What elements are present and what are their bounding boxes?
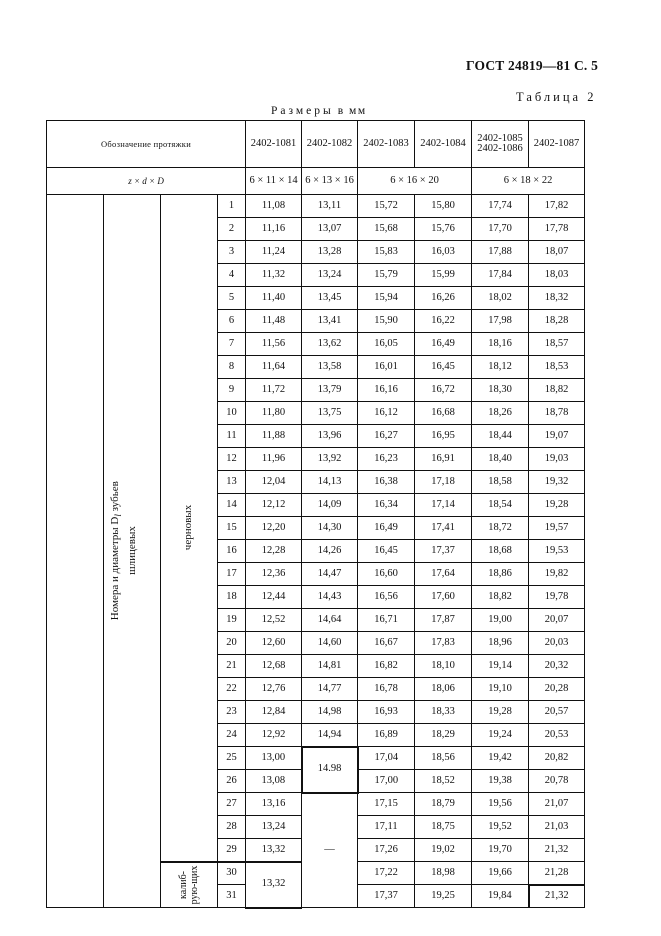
value-cell: 13,32 — [246, 839, 302, 862]
value-cell: 14,09 — [302, 494, 358, 517]
value-cell: 18,33 — [415, 701, 472, 724]
code-cell: 2402-1083 — [358, 121, 415, 168]
tooth-number: 31 — [218, 885, 246, 908]
tooth-number: 24 — [218, 724, 246, 747]
tooth-number: 27 — [218, 793, 246, 816]
tooth-number: 4 — [218, 264, 246, 287]
value-cell: 16,49 — [415, 333, 472, 356]
code-line: 2402-1086 — [477, 143, 523, 154]
value-cell: 19,02 — [415, 839, 472, 862]
tooth-number: 1 — [218, 195, 246, 218]
rough-label-cell — [161, 195, 218, 862]
value-cell: 17,37 — [415, 540, 472, 563]
value-cell: 13,24 — [246, 816, 302, 839]
value-cell: 17,88 — [472, 241, 529, 264]
value-cell: 18,75 — [415, 816, 472, 839]
dimensions-label: Размеры — [271, 105, 334, 117]
value-cell: 18,12 — [472, 356, 529, 379]
dimensions-note — [271, 105, 367, 117]
value-cell: 19,84 — [472, 885, 529, 908]
side-label-cell — [47, 195, 124, 908]
value-cell: 16,93 — [358, 701, 415, 724]
tooth-number: 15 — [218, 517, 246, 540]
value-cell: 12,68 — [246, 655, 302, 678]
value-cell: 19,32 — [529, 471, 585, 494]
value-cell: 20,32 — [529, 655, 585, 678]
value-cell: 17,60 — [415, 586, 472, 609]
value-cell: 18,82 — [472, 586, 529, 609]
value-cell: 19,78 — [529, 586, 585, 609]
value-cell: 13,96 — [302, 425, 358, 448]
side-label: Номера и диаметры $D_l$ зубьев — [108, 481, 124, 621]
value-cell: 19,14 — [472, 655, 529, 678]
value-cell: 16,95 — [415, 425, 472, 448]
value-cell: 15,94 — [358, 287, 415, 310]
value-cell: 17,84 — [472, 264, 529, 287]
tooth-number: 11 — [218, 425, 246, 448]
tooth-number: 6 — [218, 310, 246, 333]
document-header: ГОСТ 24819—81 С. 5 — [466, 58, 599, 73]
value-cell: 17,00 — [358, 770, 415, 793]
value-cell: 17,15 — [358, 793, 415, 816]
value-cell: 11,96 — [246, 448, 302, 471]
value-cell: 21,03 — [529, 816, 585, 839]
value-cell: 17,18 — [415, 471, 472, 494]
value-cell: 14,43 — [302, 586, 358, 609]
value-cell: 21,28 — [529, 862, 585, 885]
value-cell: 18,40 — [472, 448, 529, 471]
value-cell: 17,74 — [472, 195, 529, 218]
value-cell: 16,78 — [358, 678, 415, 701]
value-cell: 16,22 — [415, 310, 472, 333]
size-cell: 6 × 16 × 20 — [358, 168, 472, 195]
value-cell: 18,32 — [529, 287, 585, 310]
calibrating-label: калиб-рую-щих — [178, 865, 200, 904]
value-cell: 18,57 — [529, 333, 585, 356]
value-cell: 17,70 — [472, 218, 529, 241]
value-cell: 17,04 — [358, 747, 415, 770]
value-cell: 16,01 — [358, 356, 415, 379]
value-cell: 16,27 — [358, 425, 415, 448]
value-cell: 16,12 — [358, 402, 415, 425]
value-cell: 20,57 — [529, 701, 585, 724]
value-cell: 17,78 — [529, 218, 585, 241]
value-cell: 17,98 — [472, 310, 529, 333]
header-row-formula — [47, 168, 585, 195]
value-cell: 16,26 — [415, 287, 472, 310]
value-cell: 16,72 — [415, 379, 472, 402]
value-cell: 11,72 — [246, 379, 302, 402]
value-cell: 18,56 — [415, 747, 472, 770]
designation-header: Обозначение протяжки — [47, 121, 246, 168]
value-cell: 21,32 — [529, 839, 585, 862]
value-cell: 18,96 — [472, 632, 529, 655]
tooth-number: 23 — [218, 701, 246, 724]
value-cell: 13,62 — [302, 333, 358, 356]
value-cell: 18,30 — [472, 379, 529, 402]
value-cell: 16,16 — [358, 379, 415, 402]
value-cell: 16,82 — [358, 655, 415, 678]
value-cell: 15,72 — [358, 195, 415, 218]
value-cell: 13,16 — [246, 793, 302, 816]
value-cell: 13,58 — [302, 356, 358, 379]
value-cell: 18,58 — [472, 471, 529, 494]
value-cell: 16,38 — [358, 471, 415, 494]
value-cell: 19,82 — [529, 563, 585, 586]
table-number: Таблица 2 — [516, 90, 597, 104]
value-cell: 15,68 — [358, 218, 415, 241]
value-cell: 18,79 — [415, 793, 472, 816]
tooth-number: 30 — [218, 862, 246, 885]
value-cell: 18,82 — [529, 379, 585, 402]
value-cell: 11,40 — [246, 287, 302, 310]
value-cell: 16,91 — [415, 448, 472, 471]
value-cell: 11,64 — [246, 356, 302, 379]
size-cell: 6 × 11 × 14 — [246, 168, 302, 195]
value-cell: 11,32 — [246, 264, 302, 287]
tooth-number: 17 — [218, 563, 246, 586]
value-cell: 17,14 — [415, 494, 472, 517]
tooth-number: 16 — [218, 540, 246, 563]
value-cell: 11,80 — [246, 402, 302, 425]
tooth-number: 14 — [218, 494, 246, 517]
header-row-designation — [47, 121, 585, 168]
value-cell: 17,22 — [358, 862, 415, 885]
value-cell: 16,67 — [358, 632, 415, 655]
tooth-number: 25 — [218, 747, 246, 770]
code-cell: 2402-1084 — [415, 121, 472, 168]
value-cell: 16,45 — [358, 540, 415, 563]
value-cell: 12,92 — [246, 724, 302, 747]
value-cell: 19,53 — [529, 540, 585, 563]
value-cell: 18,29 — [415, 724, 472, 747]
value-cell: 13,75 — [302, 402, 358, 425]
value-cell: 16,89 — [358, 724, 415, 747]
value-cell: 14,26 — [302, 540, 358, 563]
dimensions-unit: в мм — [337, 105, 367, 117]
value-cell: 11,24 — [246, 241, 302, 264]
tooth-number: 5 — [218, 287, 246, 310]
value-cell: 19,07 — [529, 425, 585, 448]
tooth-number: 3 — [218, 241, 246, 264]
value-cell: 21,07 — [529, 793, 585, 816]
value-cell: 19,70 — [472, 839, 529, 862]
value-cell: 14,64 — [302, 609, 358, 632]
value-cell: 12,76 — [246, 678, 302, 701]
value-cell: 18,16 — [472, 333, 529, 356]
value-cell: 20,78 — [529, 770, 585, 793]
value-cell: 18,68 — [472, 540, 529, 563]
group-label: шлицевых — [125, 526, 138, 576]
value-cell: 13,45 — [302, 287, 358, 310]
value-cell: 13,92 — [302, 448, 358, 471]
table-row — [47, 195, 585, 218]
value-cell: 19,03 — [529, 448, 585, 471]
value-cell: 18,06 — [415, 678, 472, 701]
value-cell: 12,20 — [246, 517, 302, 540]
size-cell: 6 × 18 × 22 — [472, 168, 585, 195]
tooth-number: 19 — [218, 609, 246, 632]
value-cell: 18,07 — [529, 241, 585, 264]
value-cell: 17,83 — [415, 632, 472, 655]
value-cell: 19,10 — [472, 678, 529, 701]
value-cell: 19,25 — [415, 885, 472, 908]
value-cell: 17,87 — [415, 609, 472, 632]
value-cell: 13,28 — [302, 241, 358, 264]
value-cell: 15,90 — [358, 310, 415, 333]
value-cell: 19,28 — [472, 701, 529, 724]
value-cell: 16,56 — [358, 586, 415, 609]
tooth-number: 28 — [218, 816, 246, 839]
value-cell: 13,11 — [302, 195, 358, 218]
value-cell: 19,56 — [472, 793, 529, 816]
value-cell: 14,94 — [302, 724, 358, 747]
code-cell: 2402-1082 — [302, 121, 358, 168]
value-cell: 19,28 — [529, 494, 585, 517]
value-cell: 12,52 — [246, 609, 302, 632]
value-cell: 21,32 — [529, 885, 585, 908]
value-cell: 16,34 — [358, 494, 415, 517]
value-cell: 13,00 — [246, 747, 302, 770]
tooth-number: 13 — [218, 471, 246, 494]
value-cell: 14,77 — [302, 678, 358, 701]
value-cell: 16,23 — [358, 448, 415, 471]
code-cell: 2402-1081 — [246, 121, 302, 168]
value-cell: 19,42 — [472, 747, 529, 770]
value-cell: 12,60 — [246, 632, 302, 655]
value-cell: 20,53 — [529, 724, 585, 747]
value-cell: 14,47 — [302, 563, 358, 586]
value-cell: 11,56 — [246, 333, 302, 356]
value-cell: 18,26 — [472, 402, 529, 425]
value-cell: 19,57 — [529, 517, 585, 540]
value-cell: 18,10 — [415, 655, 472, 678]
value-cell: 13,08 — [246, 770, 302, 793]
value-cell: 16,03 — [415, 241, 472, 264]
rough-label: черновых — [182, 504, 195, 551]
tooth-number: 2 — [218, 218, 246, 241]
tooth-number: 9 — [218, 379, 246, 402]
value-cell: 11,08 — [246, 195, 302, 218]
value-cell: 19,52 — [472, 816, 529, 839]
value-cell: 18,86 — [472, 563, 529, 586]
value-cell: 19,66 — [472, 862, 529, 885]
value-cell: 12,28 — [246, 540, 302, 563]
value-cell: 15,83 — [358, 241, 415, 264]
value-cell: 14,60 — [302, 632, 358, 655]
dash-cell: — — [302, 793, 358, 908]
value-cell: 16,60 — [358, 563, 415, 586]
value-cell: 18,53 — [529, 356, 585, 379]
code-line: 2402-1085 — [477, 132, 523, 144]
tooth-number: 12 — [218, 448, 246, 471]
value-cell: 14,98 — [302, 701, 358, 724]
value-cell: 20,03 — [529, 632, 585, 655]
value-cell: 18,98 — [415, 862, 472, 885]
value-cell: 16,68 — [415, 402, 472, 425]
value-cell: 17,82 — [529, 195, 585, 218]
value-cell: 17,26 — [358, 839, 415, 862]
value-cell: 12,12 — [246, 494, 302, 517]
code-cell: 2402-1087 — [529, 121, 585, 168]
value-cell: 18,28 — [529, 310, 585, 333]
tooth-number: 20 — [218, 632, 246, 655]
value-cell: 12,36 — [246, 563, 302, 586]
code-cell-double — [472, 121, 529, 168]
value-cell-merged: 14.98 — [302, 747, 358, 793]
value-cell: 18,44 — [472, 425, 529, 448]
value-cell: 19,00 — [472, 609, 529, 632]
value-cell: 20,82 — [529, 747, 585, 770]
value-cell: 12,44 — [246, 586, 302, 609]
value-cell: 15,76 — [415, 218, 472, 241]
value-cell: 17,11 — [358, 816, 415, 839]
value-cell: 16,45 — [415, 356, 472, 379]
value-cell: 18,54 — [472, 494, 529, 517]
tooth-number: 10 — [218, 402, 246, 425]
table-body — [47, 121, 585, 908]
value-cell: 12,04 — [246, 471, 302, 494]
value-cell: 18,02 — [472, 287, 529, 310]
value-cell: 11,16 — [246, 218, 302, 241]
value-cell: 13,07 — [302, 218, 358, 241]
value-cell: 13,79 — [302, 379, 358, 402]
value-cell: 20,07 — [529, 609, 585, 632]
tooth-number: 29 — [218, 839, 246, 862]
value-cell: 14,13 — [302, 471, 358, 494]
size-cell: 6 × 13 × 16 — [302, 168, 358, 195]
value-cell: 11,48 — [246, 310, 302, 333]
value-cell: 19,24 — [472, 724, 529, 747]
value-cell: 15,80 — [415, 195, 472, 218]
tooth-number: 26 — [218, 770, 246, 793]
broach-table — [46, 120, 585, 909]
value-cell: 16,05 — [358, 333, 415, 356]
value-cell: 13,41 — [302, 310, 358, 333]
value-cell: 18,72 — [472, 517, 529, 540]
formula-header: z × d × D — [47, 168, 246, 195]
value-cell: 17,64 — [415, 563, 472, 586]
value-cell: 14,30 — [302, 517, 358, 540]
value-cell: 19,38 — [472, 770, 529, 793]
tooth-number: 22 — [218, 678, 246, 701]
value-cell-merged: 13,32 — [246, 862, 302, 908]
tooth-number: 21 — [218, 655, 246, 678]
tooth-number: 18 — [218, 586, 246, 609]
value-cell: 17,41 — [415, 517, 472, 540]
value-cell: 14,81 — [302, 655, 358, 678]
value-cell: 17,37 — [358, 885, 415, 908]
value-cell: 12,84 — [246, 701, 302, 724]
calibrating-label-cell — [161, 862, 218, 908]
value-cell: 20,28 — [529, 678, 585, 701]
value-cell: 15,99 — [415, 264, 472, 287]
value-cell: 18,03 — [529, 264, 585, 287]
value-cell: 16,49 — [358, 517, 415, 540]
tooth-number: 8 — [218, 356, 246, 379]
tooth-number: 7 — [218, 333, 246, 356]
value-cell: 18,52 — [415, 770, 472, 793]
value-cell: 11,88 — [246, 425, 302, 448]
value-cell: 15,79 — [358, 264, 415, 287]
value-cell: 13,24 — [302, 264, 358, 287]
value-cell: 18,78 — [529, 402, 585, 425]
value-cell: 16,71 — [358, 609, 415, 632]
